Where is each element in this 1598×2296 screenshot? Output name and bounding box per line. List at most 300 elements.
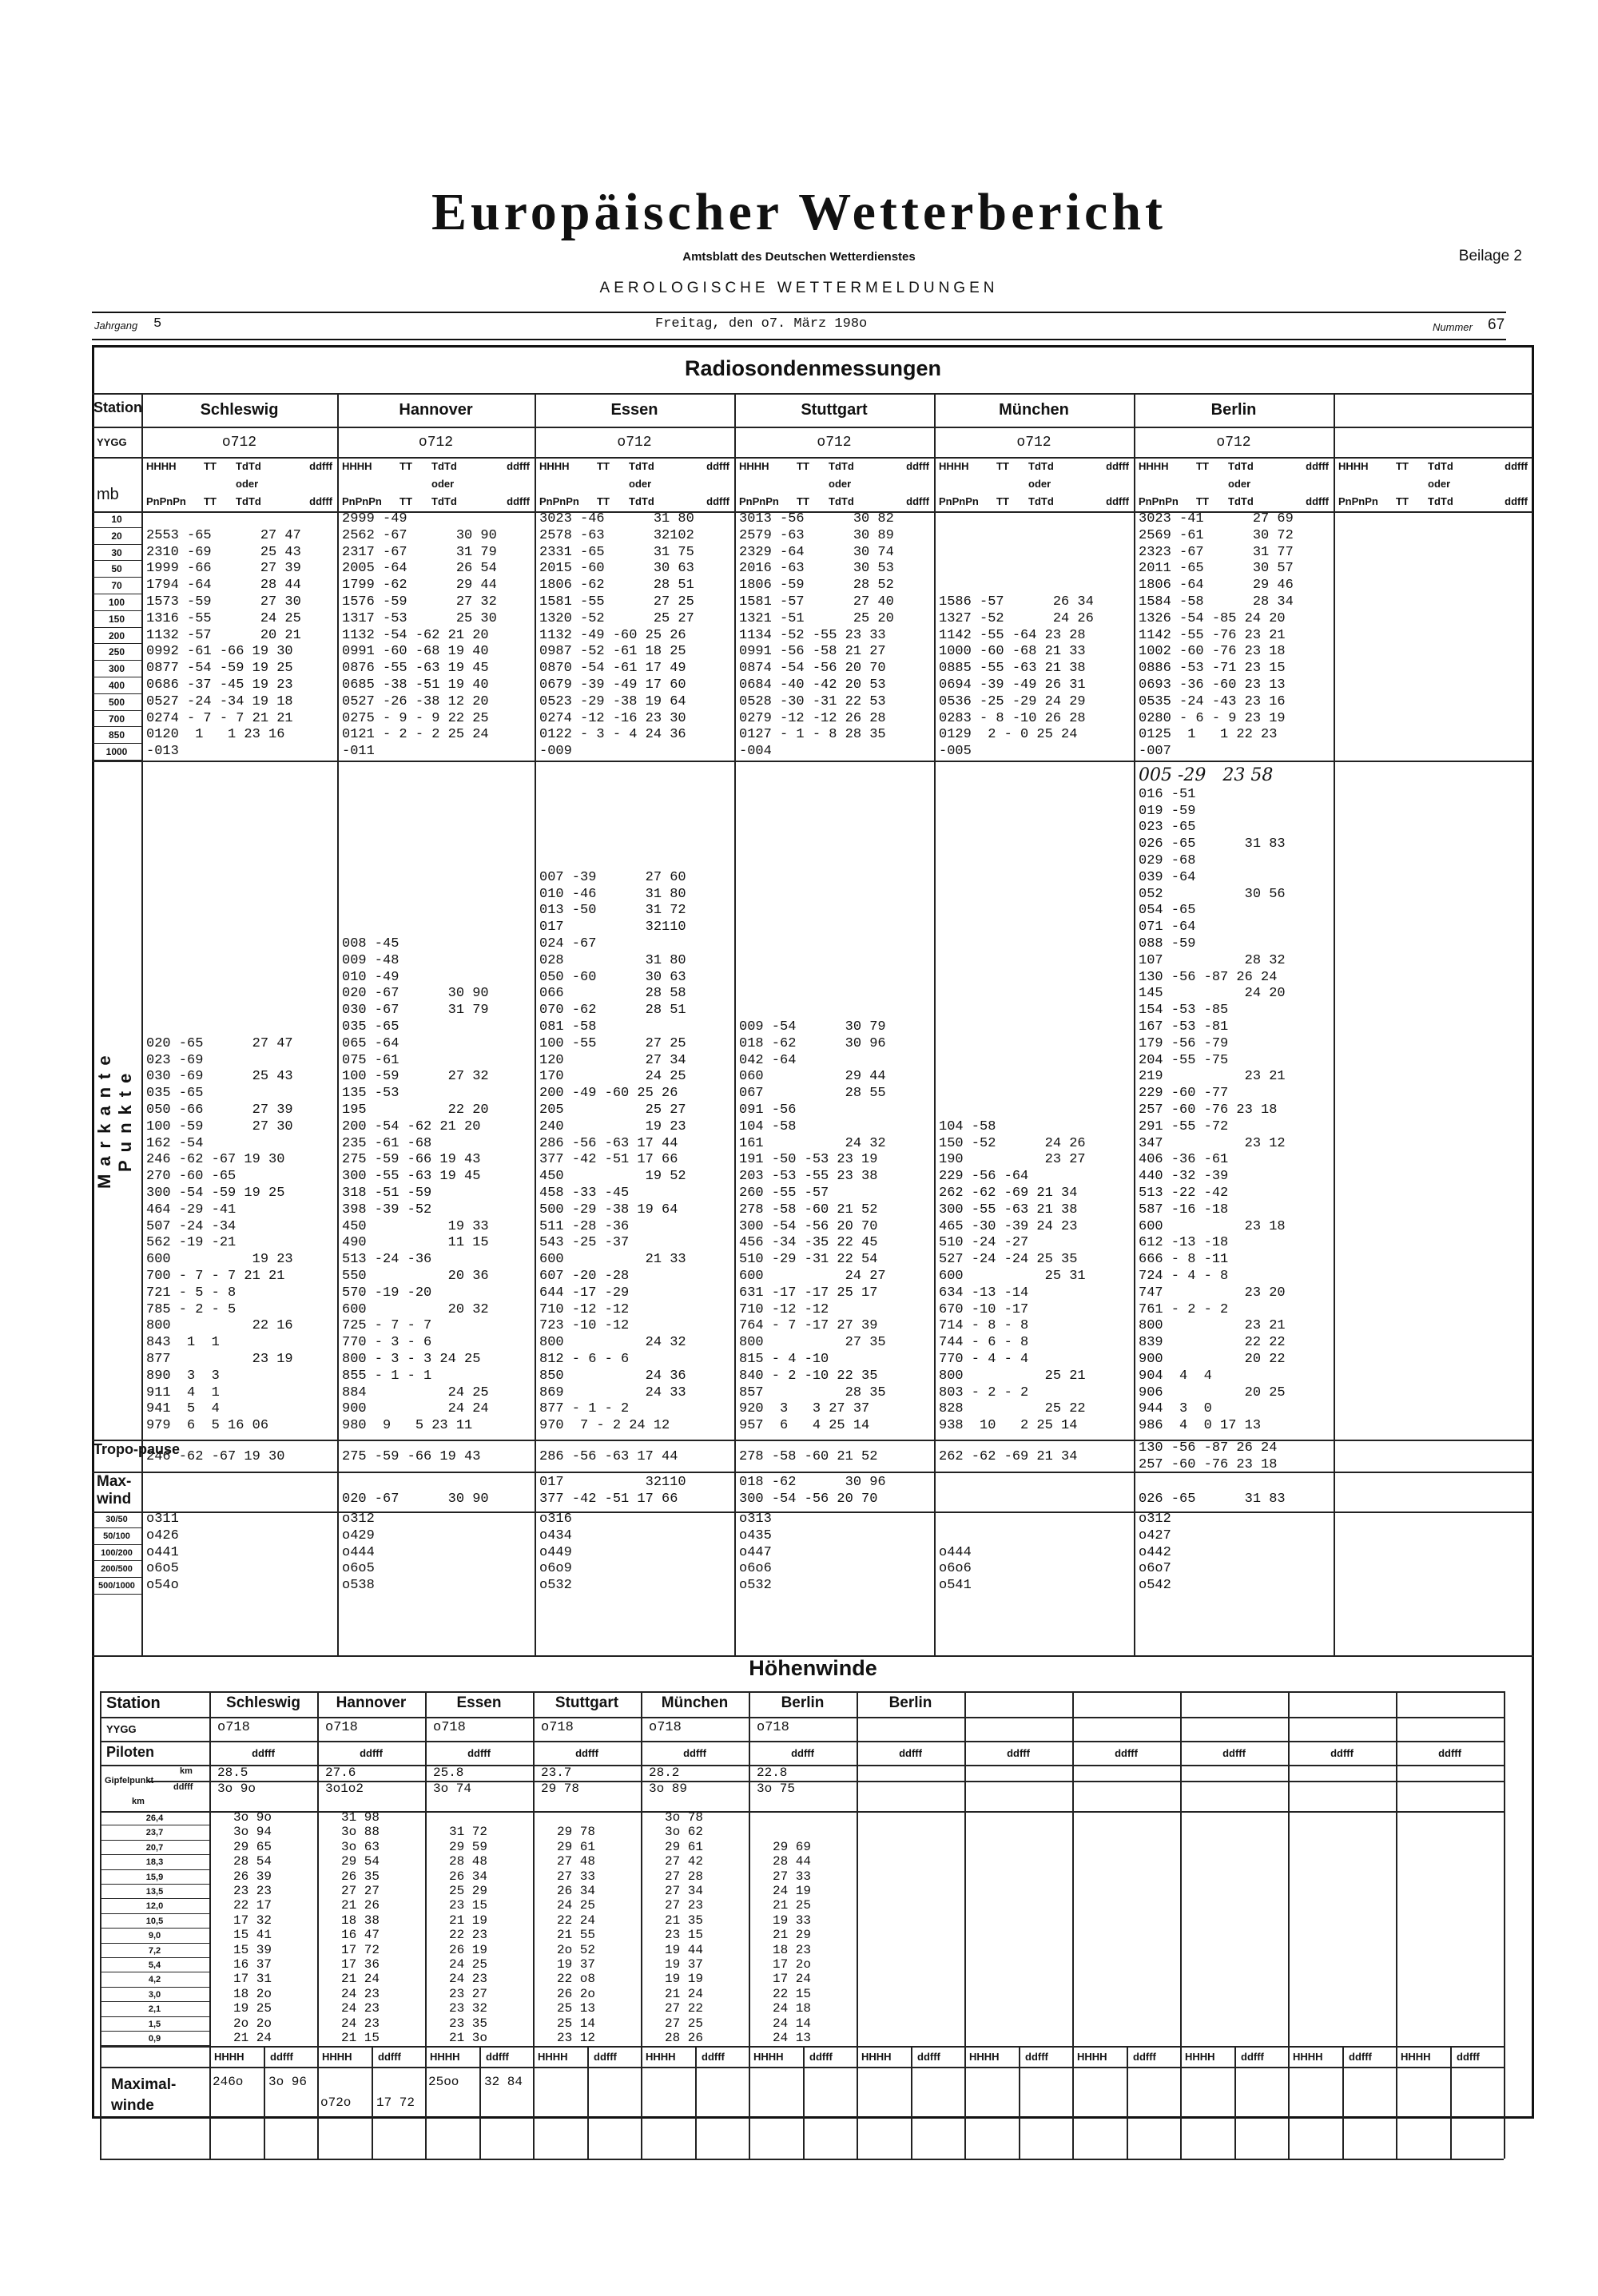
std-level-entry: 0125 1 1 22 23 [1139, 727, 1278, 743]
column-subheader [939, 460, 1129, 511]
ddfff-label: ddfff [1106, 460, 1129, 472]
hw-wind-value: 23 15 [449, 1898, 488, 1913]
significant-point: 857 28 35 [739, 1384, 886, 1400]
hw-yygg: o718 [433, 1720, 466, 1735]
hw-max-ddfff: 3o 96 [268, 2075, 308, 2090]
station-col-line [1334, 393, 1335, 1655]
significant-point: 300 -55 -63 21 38 [939, 1202, 1078, 1218]
row-line [92, 761, 1532, 762]
mb-label: mb [97, 486, 119, 503]
pressure-level: 10 [92, 511, 141, 528]
hw-wind-value: 16 37 [233, 1957, 272, 1972]
significant-point: 904 4 4 [1139, 1368, 1212, 1384]
maxwind-entry: 026 -65 31 83 [1139, 1491, 1286, 1507]
hoehenwinde-table [100, 1691, 1526, 2163]
hw-ddfff-head: ddfff [899, 1747, 922, 1759]
shear-entry: o429 [342, 1527, 375, 1543]
shear-layer: 30/50 [92, 1511, 141, 1528]
hw-max-split [803, 2046, 805, 2159]
tt-label: TT [204, 460, 217, 472]
hw-wind-value: 15 41 [233, 1928, 272, 1943]
hw-wind-value: 21 24 [665, 1986, 704, 2001]
hw-row-line [100, 1691, 1504, 1693]
significant-point: 634 -13 -14 [939, 1285, 1029, 1301]
hw-station-label: Station [106, 1694, 161, 1712]
significant-point: 257 -60 -76 23 18 [1139, 1102, 1278, 1118]
hhhh-label: HHHH [539, 460, 570, 472]
hw-ddfff-head: ddfff [1133, 2051, 1156, 2064]
shear-layer: 50/100 [92, 1528, 141, 1545]
significant-point: 507 -24 -34 [146, 1218, 237, 1234]
significant-point: 145 24 20 [1139, 986, 1286, 1002]
hw-wind-value: 27 33 [557, 1869, 596, 1884]
hw-wind-value: 24 14 [773, 2016, 812, 2031]
hw-station-name: München [661, 1694, 729, 1711]
hw-ddfff-head: ddfff [270, 2051, 293, 2064]
km-level: 9,0 [100, 1929, 209, 1943]
std-level-entry: 2569 -61 30 72 [1139, 527, 1294, 543]
significant-point: 008 -45 [342, 936, 400, 951]
hw-col-line [964, 1691, 966, 2159]
row-line [92, 457, 1532, 459]
hw-ddfff-head: ddfff [360, 1747, 383, 1759]
significant-point: 600 25 31 [939, 1269, 1086, 1284]
station-col-line [1134, 393, 1135, 1655]
tropopause-entry: 262 -62 -69 21 34 [939, 1449, 1078, 1464]
number-label: Nummer [1433, 321, 1473, 333]
significant-point: 035 -65 [146, 1086, 204, 1102]
std-level-entry: 0280 - 6 - 9 23 19 [1139, 710, 1286, 726]
hw-bottom-line [100, 2159, 1504, 2160]
hw-wind-value: 2o 2o [233, 2016, 272, 2031]
significant-point: 631 -17 -17 25 17 [739, 1285, 878, 1301]
significant-point: 770 - 3 - 6 [342, 1335, 432, 1351]
hw-hhhh-head: HHHH [1293, 2051, 1323, 2064]
hw-ddfff-head: ddfff [252, 1747, 275, 1759]
hw-wind-value: 24 25 [557, 1898, 596, 1913]
significant-point: 162 -54 [146, 1135, 204, 1151]
significant-point: 030 -67 31 79 [342, 1003, 489, 1019]
hw-row-line [100, 1765, 1504, 1766]
hw-wind-value: 19 37 [557, 1957, 596, 1972]
hw-hhhh-head: HHHH [214, 2051, 244, 2064]
std-level-entry: -004 [739, 744, 772, 760]
std-level-entry: -005 [939, 744, 972, 760]
significant-point: 010 -49 [342, 969, 400, 985]
hw-gipfel-ddfff: 3o 9o [217, 1782, 256, 1796]
hw-wind-value: 31 98 [341, 1810, 380, 1825]
shear-entry: o532 [539, 1578, 572, 1594]
significant-point: 957 6 4 25 14 [739, 1418, 870, 1434]
hw-station-name: Berlin [781, 1694, 825, 1711]
significant-point: 747 23 20 [1139, 1285, 1286, 1301]
std-level-entry: 1134 -52 -55 23 33 [739, 627, 886, 643]
significant-point: 120 27 34 [539, 1052, 686, 1068]
std-level-entry: 1326 -54 -85 24 20 [1139, 610, 1286, 626]
significant-point: 035 -65 [342, 1019, 400, 1035]
significant-point: 900 20 22 [1139, 1352, 1286, 1367]
significant-point: 029 -68 [1139, 853, 1196, 868]
station-label: Station [93, 399, 142, 415]
significant-point: 066 28 58 [539, 986, 686, 1002]
row-line [92, 1511, 1532, 1513]
significant-point: 300 -54 -59 19 25 [146, 1186, 285, 1201]
significant-point: 906 20 25 [1139, 1384, 1286, 1400]
km-level: 2,1 [100, 2002, 209, 2016]
significant-point: 855 - 1 - 1 [342, 1368, 432, 1384]
std-level-entry: 1584 -58 28 34 [1139, 594, 1294, 610]
significant-point: 088 -59 [1139, 936, 1196, 951]
tdtd-label: TdTd [1228, 460, 1254, 472]
hw-wind-value: 15 39 [233, 1942, 272, 1957]
significant-point: 600 24 27 [739, 1269, 886, 1284]
hw-gipfel-km: 27.6 [325, 1766, 356, 1780]
hw-gipfel-ddfff: 3o 89 [649, 1782, 688, 1796]
hw-km-head: km [132, 1797, 145, 1806]
hw-wind-value: 24 23 [449, 1972, 488, 1987]
significant-point: 550 20 36 [342, 1269, 489, 1284]
hw-wind-value: 26 34 [449, 1869, 488, 1884]
significant-point: 195 22 20 [342, 1102, 489, 1118]
issue-date: Freitag, den o7. März 198o [655, 316, 868, 332]
hw-wind-value: 23 27 [449, 1986, 488, 2001]
oder-label: oder [236, 478, 259, 490]
hw-wind-value: 21 15 [341, 2031, 380, 2045]
significant-point: 587 -16 -18 [1139, 1202, 1229, 1218]
shear-entry: o6o6 [739, 1561, 772, 1577]
top-rule [92, 312, 1506, 313]
hhhh-label: HHHH [342, 460, 372, 472]
hw-wind-value: 22 o8 [557, 1972, 596, 1987]
pressure-label: PnPnPn [1338, 495, 1378, 507]
significant-point: 644 -17 -29 [539, 1285, 630, 1301]
significant-point: 104 -58 [739, 1118, 797, 1134]
hw-col-line [425, 1691, 427, 2159]
hw-max-split [587, 2046, 589, 2159]
std-level-entry: 0129 2 - 0 25 24 [939, 727, 1078, 743]
std-level-entry: 0679 -39 -49 17 60 [539, 677, 686, 693]
hw-max-split [372, 2046, 373, 2159]
oder-label: oder [431, 478, 455, 490]
std-level-entry: 0274 -12 -16 23 30 [539, 710, 686, 726]
significant-point: 670 -10 -17 [939, 1301, 1029, 1317]
shear-entry: o442 [1139, 1544, 1171, 1560]
std-level-entry: 0885 -55 -63 21 38 [939, 661, 1086, 677]
hw-wind-value: 3o 63 [341, 1839, 380, 1854]
tdtd-label: TdTd [629, 460, 654, 472]
std-level-entry: 1327 -52 24 26 [939, 610, 1094, 626]
significant-point: 070 -62 28 51 [539, 1003, 686, 1019]
std-level-entry: 2553 -65 27 47 [146, 527, 301, 543]
std-level-entry: 1581 -55 27 25 [539, 594, 694, 610]
significant-point: 607 -20 -28 [539, 1269, 630, 1284]
hw-station-name: Stuttgart [555, 1694, 619, 1711]
hw-hhhh-head: HHHH [538, 2051, 568, 2064]
tdtd-label: TdTd [629, 495, 654, 507]
hw-wind-value: 17 31 [233, 1972, 272, 1987]
oder-label: oder [629, 478, 652, 490]
significant-point: 761 - 2 - 2 [1139, 1301, 1229, 1317]
column-subheader [1139, 460, 1329, 511]
hw-station-name: Berlin [888, 1694, 932, 1711]
std-level-entry: -007 [1139, 744, 1171, 760]
hw-max-split [479, 2046, 481, 2159]
hw-col-line [857, 1691, 858, 2159]
significant-point: 042 -64 [739, 1052, 797, 1068]
hw-ddfff-head: ddfff [1007, 1747, 1030, 1759]
shear-entry: o311 [146, 1511, 179, 1527]
shear-entry: o427 [1139, 1527, 1171, 1543]
ddfff-label: ddfff [706, 495, 729, 507]
section-heading: AEROLOGISCHE WETTERMELDUNGEN [599, 280, 999, 296]
year-label: Jahrgang [94, 320, 138, 332]
std-level-entry: -013 [146, 744, 179, 760]
significant-point: 300 -55 -63 19 45 [342, 1169, 481, 1185]
tdtd-label: TdTd [1228, 495, 1254, 507]
significant-point: 278 -58 -60 21 52 [739, 1202, 878, 1218]
hhhh-label: HHHH [739, 460, 769, 472]
hw-wind-value: 26 19 [449, 1942, 488, 1957]
hw-col-line [1288, 1691, 1290, 2159]
hw-wind-value: 24 25 [449, 1957, 488, 1972]
significant-point: 154 -53 -85 [1139, 1003, 1229, 1019]
column-subheader [1338, 460, 1528, 511]
significant-point: 007 -39 27 60 [539, 869, 686, 885]
station-name: Stuttgart [801, 401, 868, 419]
hw-gipfel-ddfff: 29 78 [541, 1782, 580, 1796]
tdtd-label: TdTd [829, 495, 854, 507]
std-level-entry: -011 [342, 744, 375, 760]
significant-point: 941 5 4 [146, 1401, 220, 1417]
maxwind-entry: 377 -42 -51 17 66 [539, 1491, 678, 1507]
std-level-entry: 0536 -25 -29 24 29 [939, 693, 1086, 709]
station-name: Hannover [399, 401, 473, 419]
significant-point: 170 24 25 [539, 1069, 686, 1085]
hw-col-line [1072, 1691, 1074, 2159]
hw-hhhh-head: HHHH [753, 2051, 784, 2064]
significant-point: 600 21 33 [539, 1252, 686, 1268]
maxwind-entry: 020 -67 30 90 [342, 1491, 489, 1507]
hw-yygg: o718 [649, 1720, 682, 1735]
hw-gipfel-km: 22.8 [757, 1766, 788, 1780]
hw-wind-value: 17 24 [773, 1972, 812, 1987]
significant-point: 398 -39 -52 [342, 1202, 432, 1218]
std-level-entry: 3013 -56 30 82 [739, 511, 894, 526]
significant-point: 450 19 52 [539, 1169, 686, 1185]
hw-ddfff-head: ddfff [467, 1747, 491, 1759]
std-level-entry: 2329 -64 30 74 [739, 544, 894, 560]
km-level: 5,4 [100, 1958, 209, 1972]
station-yygg: o712 [817, 435, 852, 451]
hw-ddfff-head: ddfff [702, 2051, 725, 2064]
significant-point: 260 -55 -57 [739, 1186, 829, 1201]
oder-label: oder [1428, 478, 1451, 490]
significant-point: 877 - 1 - 2 [539, 1401, 630, 1417]
hw-col-line [1396, 1691, 1397, 2159]
std-level-entry: 0992 -61 -66 19 30 [146, 644, 293, 660]
std-level-entry: 1799 -62 29 44 [342, 578, 497, 594]
significant-point: 458 -33 -45 [539, 1186, 630, 1201]
significant-point: 377 -42 -51 17 66 [539, 1152, 678, 1168]
hw-row-line [100, 2067, 1504, 2068]
tropopause-entry: 278 -58 -60 21 52 [739, 1449, 878, 1464]
ddfff-label: ddfff [309, 495, 332, 507]
significant-point: 018 -62 30 96 [739, 1035, 886, 1051]
hw-ddfff-head: ddfff [683, 1747, 706, 1759]
significant-point: 065 -64 [342, 1035, 400, 1051]
hw-wind-value: 21 24 [341, 1972, 380, 1987]
significant-point: 600 19 23 [146, 1252, 293, 1268]
significant-point: 200 -54 -62 21 20 [342, 1118, 481, 1134]
row-line [92, 1472, 1532, 1473]
year-value: 5 [153, 316, 162, 332]
significant-point: 030 -69 25 43 [146, 1069, 293, 1085]
hw-wind-value: 27 28 [665, 1869, 704, 1884]
hw-wind-value: 3o 62 [665, 1825, 704, 1840]
hw-wind-value: 26 39 [233, 1869, 272, 1884]
significant-point: 052 30 56 [1139, 886, 1286, 902]
km-level: 13,5 [100, 1885, 209, 1899]
significant-point: 869 24 33 [539, 1384, 686, 1400]
significant-point: 770 - 4 - 4 [939, 1352, 1029, 1367]
std-level-entry: 0686 -37 -45 19 23 [146, 677, 293, 693]
significant-point: 028 31 80 [539, 952, 686, 968]
radiosonde-title: Radiosondenmessungen [684, 356, 942, 380]
std-level-entry: 2999 -49 [342, 511, 407, 526]
significant-point: 710 -12 -12 [539, 1301, 630, 1317]
hw-wind-value: 28 48 [449, 1854, 488, 1869]
hw-wind-value: 21 24 [233, 2031, 272, 2045]
hw-wind-value: 23 35 [449, 2016, 488, 2031]
significant-point: 570 -19 -20 [342, 1285, 432, 1301]
hw-wind-value: 27 22 [665, 2001, 704, 2016]
hw-max-hhhh: o72o [320, 2095, 352, 2111]
hw-row-line [100, 1717, 1504, 1718]
std-level-entry: 0127 - 1 - 8 28 35 [739, 727, 886, 743]
significant-point: 464 -29 -41 [146, 1202, 237, 1218]
significant-point: 286 -56 -63 17 44 [539, 1135, 678, 1151]
hoehenwinde-title: Höhenwinde [749, 1656, 877, 1680]
hw-wind-value: 21 55 [557, 1928, 596, 1943]
station-yygg: o712 [221, 435, 257, 451]
std-level-entry: 2310 -69 25 43 [146, 544, 301, 560]
hw-col-line [317, 1691, 319, 2159]
std-level-entry: 1002 -60 -76 23 18 [1139, 644, 1286, 660]
hw-ddfff-head: ddfff [1115, 1747, 1138, 1759]
significant-point: 262 -62 -69 21 34 [939, 1186, 1078, 1201]
hw-wind-value: 26 34 [557, 1884, 596, 1898]
tt-label: TT [1396, 495, 1409, 507]
hw-wind-value: 24 18 [773, 2001, 812, 2016]
hw-label-line [209, 1691, 211, 2159]
std-level-entry: 0523 -29 -38 19 64 [539, 693, 686, 709]
hw-max-split [1450, 2046, 1452, 2159]
ddfff-label: ddfff [1306, 495, 1329, 507]
hw-max-hhhh: 25oo [428, 2075, 459, 2090]
significant-point: 107 28 32 [1139, 952, 1286, 968]
hw-wind-value: 19 37 [665, 1957, 704, 1972]
significant-point: 219 23 21 [1139, 1069, 1286, 1085]
significant-point: 456 -34 -35 22 45 [739, 1235, 878, 1251]
hw-gipfel-km: 23.7 [541, 1766, 572, 1780]
hw-wind-value: 3o 88 [341, 1825, 380, 1840]
station-name: Berlin [1210, 401, 1257, 419]
hw-wind-value: 21 25 [773, 1898, 812, 1913]
hw-wind-value: 29 65 [233, 1839, 272, 1854]
std-level-entry: 3023 -46 31 80 [539, 511, 694, 526]
hw-wind-value: 29 61 [665, 1839, 704, 1854]
hw-max-split [695, 2046, 697, 2159]
std-level-entry: 0870 -54 -61 17 49 [539, 661, 686, 677]
hw-wind-value: 22 24 [557, 1913, 596, 1928]
masthead-title: Europäischer Wetterbericht [431, 183, 1167, 241]
shear-entry: o441 [146, 1544, 179, 1560]
significant-point: 203 -53 -55 23 38 [739, 1169, 878, 1185]
std-level-entry: 1317 -53 25 30 [342, 610, 497, 626]
hw-wind-value: 25 13 [557, 2001, 596, 2016]
hw-max-ddfff: 17 72 [376, 2095, 415, 2111]
std-level-entry: 0275 - 9 - 9 22 25 [342, 710, 489, 726]
hhhh-label: HHHH [1139, 460, 1169, 472]
pressure-level: 250 [92, 644, 141, 661]
station-yygg: o712 [1016, 435, 1051, 451]
hw-wind-value: 18 23 [773, 1942, 812, 1957]
std-level-entry: 0991 -56 -58 21 27 [739, 644, 886, 660]
hw-wind-value: 16 47 [341, 1928, 380, 1943]
significant-point: 812 - 6 - 6 [539, 1352, 630, 1367]
hw-hhhh-head: HHHH [430, 2051, 460, 2064]
supplement-label: Beilage 2 [1458, 248, 1522, 264]
std-level-entry: 1806 -59 28 52 [739, 578, 894, 594]
hw-max-split [1019, 2046, 1020, 2159]
significant-point: 010 -46 31 80 [539, 886, 686, 902]
station-name: Schleswig [200, 401, 279, 419]
hw-max-split [1234, 2046, 1236, 2159]
shear-entry: o447 [739, 1544, 772, 1560]
significant-point: 300 -54 -56 20 70 [739, 1218, 878, 1234]
significant-point: 815 - 4 -10 [739, 1352, 829, 1367]
maxwind-entry: 017 32110 [539, 1475, 686, 1490]
hw-wind-value: 24 23 [341, 2016, 380, 2031]
significant-point: 800 23 21 [1139, 1318, 1286, 1334]
std-level-entry: 2016 -63 30 53 [739, 561, 894, 577]
tdtd-label: TdTd [1028, 460, 1054, 472]
tt-label: TT [597, 460, 610, 472]
hw-km-label: km [180, 1766, 193, 1776]
hw-wind-value: 22 23 [449, 1928, 488, 1943]
row-line [92, 427, 1532, 428]
hw-ddfff-label: ddfff [173, 1782, 193, 1792]
issue-rule [92, 339, 1506, 340]
pressure-label: PnPnPn [939, 495, 979, 507]
station-col-line [535, 393, 536, 1655]
significant-point: 179 -56 -79 [1139, 1035, 1229, 1051]
ddfff-label: ddfff [1505, 495, 1528, 507]
hw-ddfff-head: ddfff [791, 1747, 814, 1759]
shear-entry: o542 [1139, 1578, 1171, 1594]
hw-wind-value: 28 26 [665, 2031, 704, 2045]
significant-point: 725 - 7 - 7 [342, 1318, 432, 1334]
pressure-label: PnPnPn [1139, 495, 1179, 507]
hw-wind-value: 27 34 [665, 1884, 704, 1898]
hw-max-split [264, 2046, 265, 2159]
hw-wind-value: 22 17 [233, 1898, 272, 1913]
hw-gipfel-km: 25.8 [433, 1766, 464, 1780]
std-level-entry: 1142 -55 -64 23 28 [939, 627, 1086, 643]
pressure-label: PnPnPn [539, 495, 579, 507]
tdtd-label: TdTd [1028, 495, 1054, 507]
std-level-entry: 0120 1 1 23 16 [146, 727, 285, 743]
